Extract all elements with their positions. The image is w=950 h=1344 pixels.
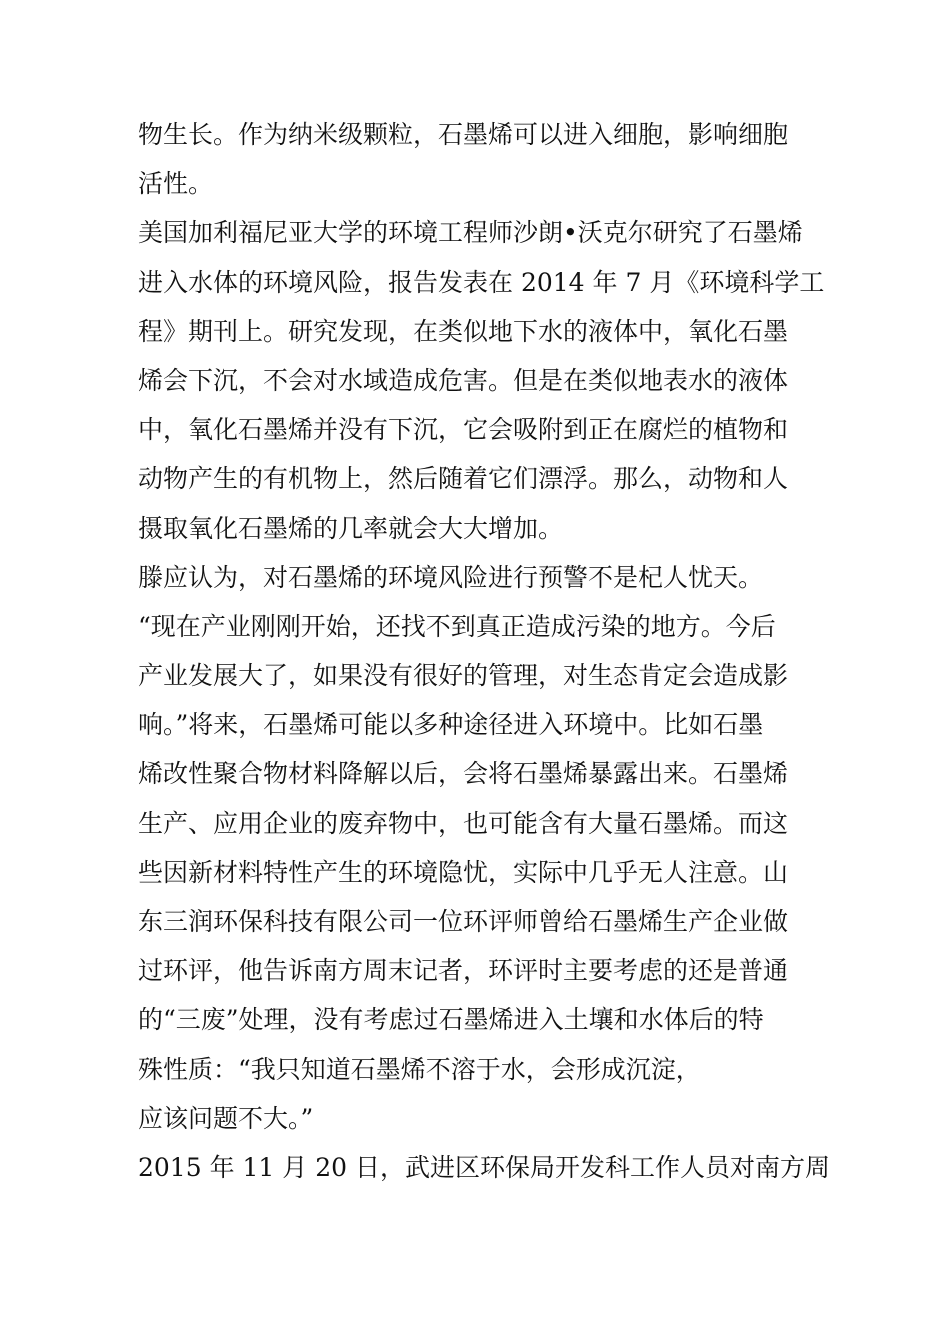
text-line: 进入水体的环境风险，报告发表在 2014 年 7 月《环境科学工 <box>138 267 825 297</box>
text-line: 烯会下沉，不会对水域造成危害。但是在类似地表水的液体 <box>138 365 789 395</box>
text-line: 2015 年 11 月 20 日，武进区环保局开发科工作人员对南方周 <box>138 1152 830 1182</box>
text-line: 殊性质：“我只知道石墨烯不溶于水，会形成沉淀， <box>138 1054 701 1084</box>
text-line: 动物产生的有机物上，然后随着它们漂浮。那么，动物和人 <box>138 464 789 494</box>
text-line: 生产、应用企业的废弃物中，也可能含有大量石墨烯。而这 <box>138 808 789 838</box>
text-line: 烯改性聚合物材料降解以后，会将石墨烯暴露出来。石墨烯 <box>138 759 789 789</box>
text-line: 程》期刊上。研究发现，在类似地下水的液体中，氧化石墨 <box>138 316 789 346</box>
text-line: 响。”将来，石墨烯可能以多种途径进入环境中。比如石墨 <box>138 710 764 740</box>
text-line: 过环评，他告诉南方周末记者，环评时主要考虑的还是普通 <box>138 956 789 986</box>
text-line: 摄取氧化石墨烯的几率就会大大增加。 <box>138 513 564 543</box>
text-line: 中，氧化石墨烯并没有下沉，它会吸附到正在腐烂的植物和 <box>138 415 789 445</box>
text-line: “现在产业刚刚开始，还找不到真正造成污染的地方。今后 <box>138 611 776 641</box>
text-line: 滕应认为，对石墨烯的环境风险进行预警不是杞人忧天。 <box>138 562 764 592</box>
text-line: 些因新材料特性产生的环境隐忧，实际中几乎无人注意。山 <box>138 857 789 887</box>
text-line: 美国加利福尼亚大学的环境工程师沙朗•沃克尔研究了石墨烯 <box>138 218 803 248</box>
text-line: 的“三废”处理，没有考虑过石墨烯进入土壤和水体后的特 <box>138 1005 764 1035</box>
text-line: 产业发展大了，如果没有很好的管理，对生态肯定会造成影 <box>138 661 789 691</box>
article-body <box>138 110 828 1192</box>
text-line: 活性。 <box>138 169 214 199</box>
text-line: 物生长。作为纳米级颗粒，石墨烯可以进入细胞，影响细胞 <box>138 120 789 149</box>
text-line: 东三润环保科技有限公司一位环评师曾给石墨烯生产企业做 <box>138 907 789 936</box>
text-line: 应该问题不大。” <box>138 1103 314 1133</box>
